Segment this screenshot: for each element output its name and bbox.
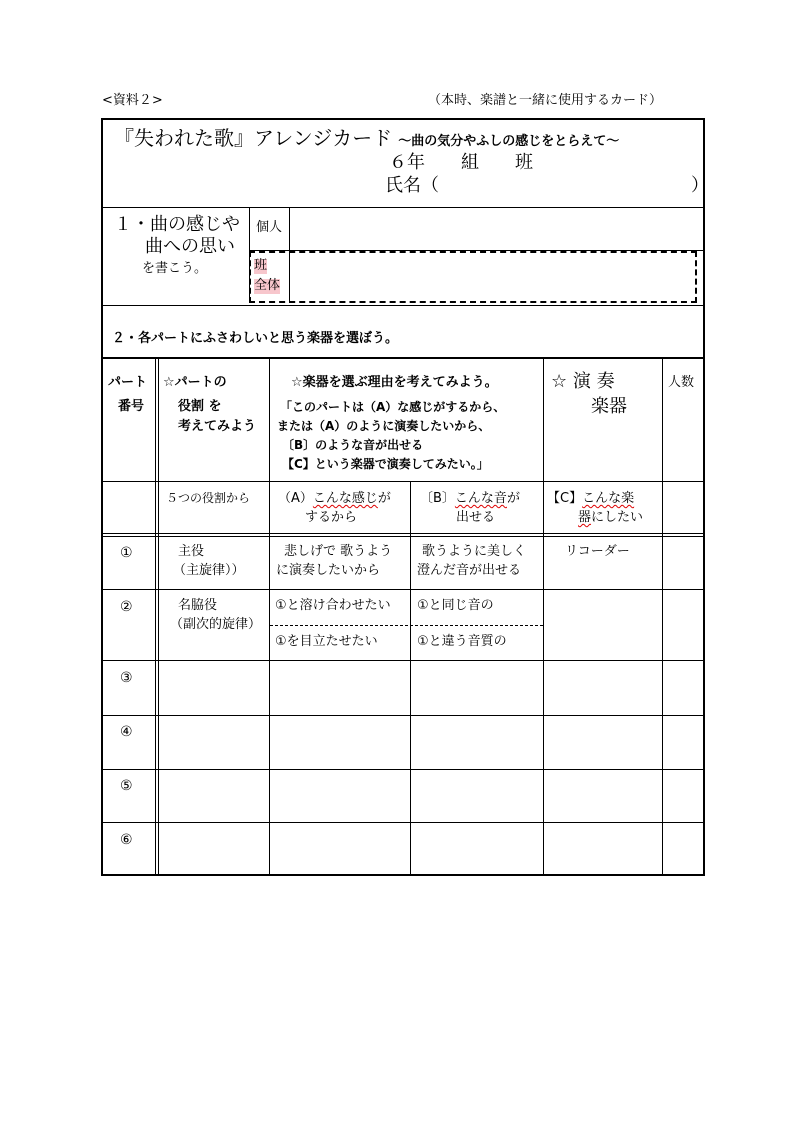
section1-heading-2: 曲への思い: [145, 236, 235, 257]
group-label: 班: [254, 258, 268, 273]
row5-number: ⑤: [120, 778, 133, 794]
row2-b-top[interactable]: ①と同じ音の: [417, 598, 494, 613]
row2-number: ②: [120, 599, 133, 615]
c-sub-keyword-2: 器: [578, 510, 592, 525]
section1-heading-3: を書こう。: [142, 261, 208, 276]
row-line-4: [102, 769, 704, 770]
role-header-1: ☆パートの: [163, 375, 227, 390]
row-line-1: [102, 589, 704, 590]
row1-role-2: （主旋律））: [173, 563, 245, 578]
row1-b-1[interactable]: 歌うように美しく: [422, 544, 527, 559]
row2-a-bottom[interactable]: ①を目立たせたい: [275, 634, 378, 649]
c-sub-keyword: こんな楽: [582, 491, 635, 506]
row1-b-2[interactable]: 澄んだ音が出せる: [417, 563, 522, 578]
row2-a-top[interactable]: ①と溶け合わせたい: [275, 598, 391, 613]
table-top-border: [102, 357, 704, 359]
reason-title: ☆楽器を選ぶ理由を考えてみよう。: [291, 375, 498, 390]
row-line-2: [102, 660, 704, 661]
section2-heading: ２・各パートにふさわしいと思う楽器を選ぼう。: [112, 331, 399, 346]
row-line-header: [102, 481, 704, 482]
row1-a-2[interactable]: に演奏したいから: [276, 563, 381, 578]
count-header: 人数: [668, 375, 695, 390]
row4-number: ④: [120, 724, 133, 740]
role-header-2: 役割 を: [178, 399, 222, 414]
c-sub-suffix: にしたい: [591, 510, 644, 525]
personal-answer-area[interactable]: [292, 212, 702, 248]
instrument-header-1: ☆ 演 奏: [551, 371, 615, 392]
b-sub-keyword: こんな音: [454, 491, 507, 506]
col-line-num-b: [158, 358, 159, 875]
student-name-line: 氏名（ ）: [385, 175, 709, 196]
roles-subheader: ５つの役割から: [166, 491, 251, 505]
row6-number: ⑥: [120, 832, 133, 848]
reason-line-3: 〔B〕のような音が出せる: [282, 438, 424, 452]
c-sub-prefix: 【C】: [547, 491, 583, 506]
b-subheader-2: 出せる: [456, 510, 496, 525]
group-answer-area[interactable]: [292, 258, 694, 300]
row2-split-line: [270, 625, 543, 626]
a-sub-suffix: が: [377, 491, 391, 506]
col-line-a: [410, 481, 411, 875]
c-subheader-2: [578, 511, 643, 526]
a-sub-prefix: （A）: [278, 491, 313, 506]
row1-instrument[interactable]: リコーダー: [565, 544, 630, 559]
whole-label: 全体: [254, 278, 281, 293]
a-subheader-1: [278, 492, 391, 507]
row-line-5: [102, 822, 704, 823]
row-line-3: [102, 715, 704, 716]
b-sub-prefix: 〔B〕: [420, 491, 455, 506]
row-line-sub-a: [102, 533, 704, 534]
role-header-3: 考えてみよう: [178, 419, 257, 434]
section1-top-border: [102, 207, 704, 208]
row-line-sub-b: [102, 536, 704, 537]
a-subheader-2: するから: [305, 510, 358, 525]
col-line-b: [543, 358, 544, 875]
b-subheader-1: [420, 492, 520, 507]
row2-b-bottom[interactable]: ①と違う音質の: [417, 634, 507, 649]
reason-line-1: 「このパートは（A）な感じがするから、: [280, 400, 506, 414]
section2-top-border: [102, 305, 704, 306]
card-subtitle: ～曲の気分やふしの感じをとらえて～: [398, 134, 620, 149]
instrument-header-2: 楽器: [591, 396, 627, 417]
part-label: パート: [108, 375, 148, 390]
reason-line-4: 【C】という楽器で演奏してみたい。」: [282, 457, 489, 471]
card-title-row: [114, 127, 619, 150]
b-sub-suffix: が: [506, 491, 520, 506]
personal-label: 個人: [256, 220, 283, 235]
row1-a-1[interactable]: 悲しげで 歌うよう: [284, 544, 393, 559]
c-subheader-1: [547, 492, 634, 507]
row2-role-1: 名脇役: [178, 598, 218, 613]
row3-number: ③: [120, 670, 133, 686]
document-label: <資料２>: [102, 93, 163, 108]
section1-heading-1: １・曲の感じや: [114, 214, 240, 235]
a-sub-keyword: こんな感じ: [312, 491, 378, 506]
row1-number: ①: [120, 545, 133, 561]
part-number-label: 番号: [118, 399, 145, 414]
col-line-c: [662, 358, 663, 875]
row1-role-1: 主役: [178, 544, 205, 559]
card-title: 『失われた歌』アレンジカード: [114, 126, 393, 150]
usage-note: （本時、楽譜と一緒に使用するカード）: [428, 93, 663, 108]
reason-line-2: または（A）のように演奏したいから、: [277, 419, 491, 433]
grade-class-line: ６年 組 班: [389, 152, 533, 173]
row2-role-2: （副次的旋律）: [170, 617, 262, 632]
col-line-role: [269, 358, 270, 875]
col-line-num-a: [155, 358, 156, 875]
